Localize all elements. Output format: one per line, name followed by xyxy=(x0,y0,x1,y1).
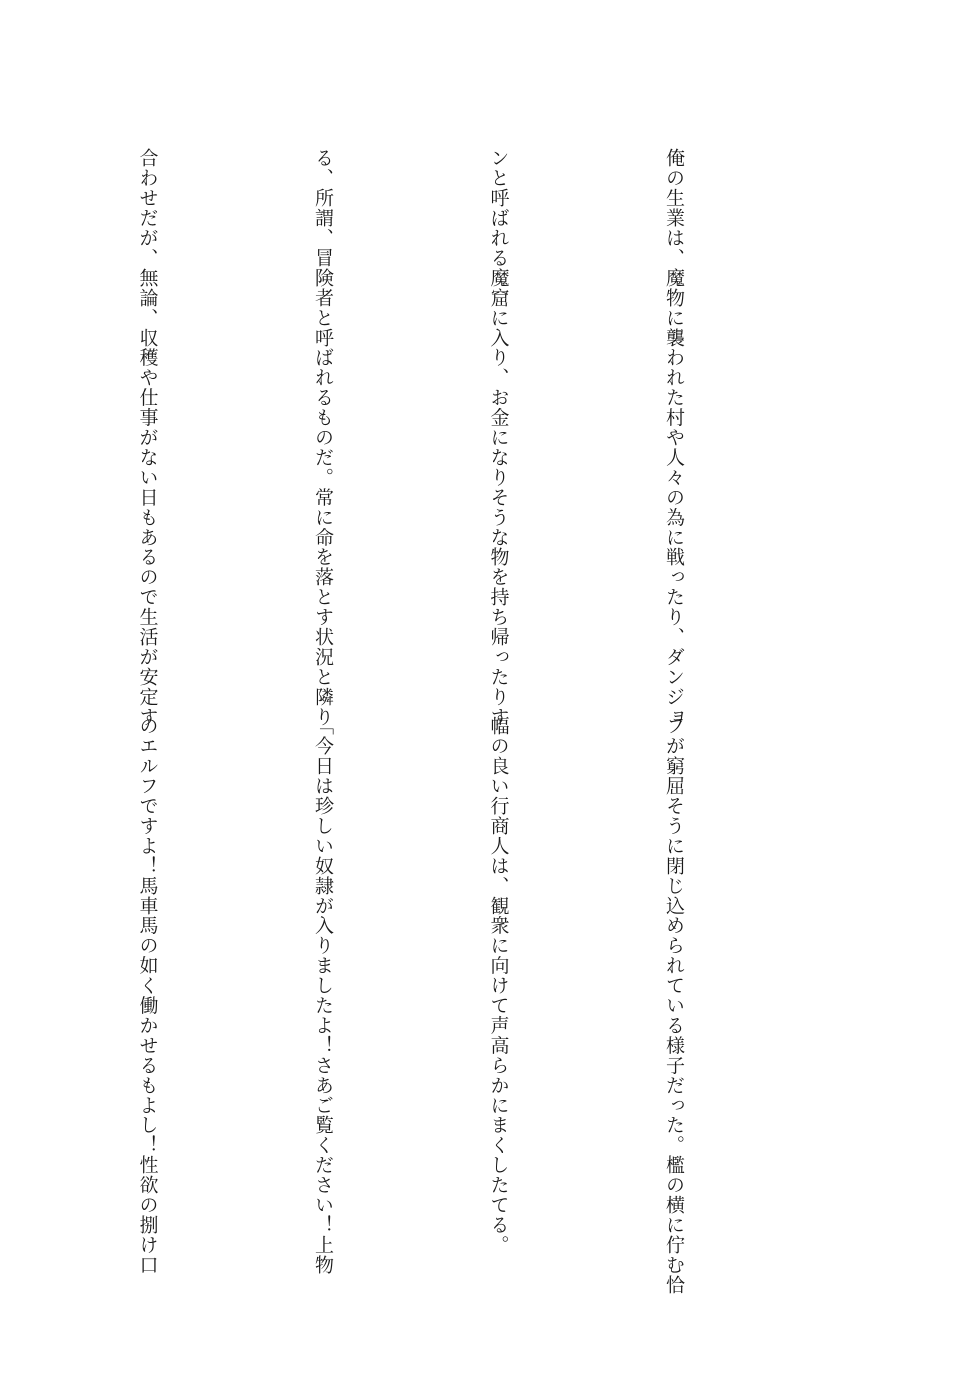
text-line: ンと呼ばれる魔窟に入り、お金になりそうな物を持ち帰ったりす xyxy=(487,148,510,727)
text-line xyxy=(0,716,1,1261)
text-line: る、所謂、冒険者と呼ばれるものだ。常に命を落とす状況と隣り xyxy=(312,148,334,727)
text-line: 「今日は珍しい奴隷が入りましたよ！さあご覧ください！上物 xyxy=(312,716,334,1275)
text-line xyxy=(0,148,1,698)
text-block-top xyxy=(136,148,820,727)
text-line: フが窮屈そうに閉じ込められている様子だった。檻の横に佇む恰 xyxy=(663,716,685,1295)
text-line: 俺の生業は、魔物に襲われた村や人々の為に戦ったり、ダンジョ xyxy=(663,148,685,727)
text-line: 幅の良い行商人は、観衆に向けて声高らかにまくしたてる。 xyxy=(487,716,510,1255)
text-line: のエルフですよ！馬車馬の如く働かせるもよし！性欲の捌け口 xyxy=(136,716,159,1275)
text-line: 合わせだが、無論、収穫や仕事がない日もあるので生活が安定す xyxy=(136,148,159,727)
text-block-bottom xyxy=(120,716,820,1295)
